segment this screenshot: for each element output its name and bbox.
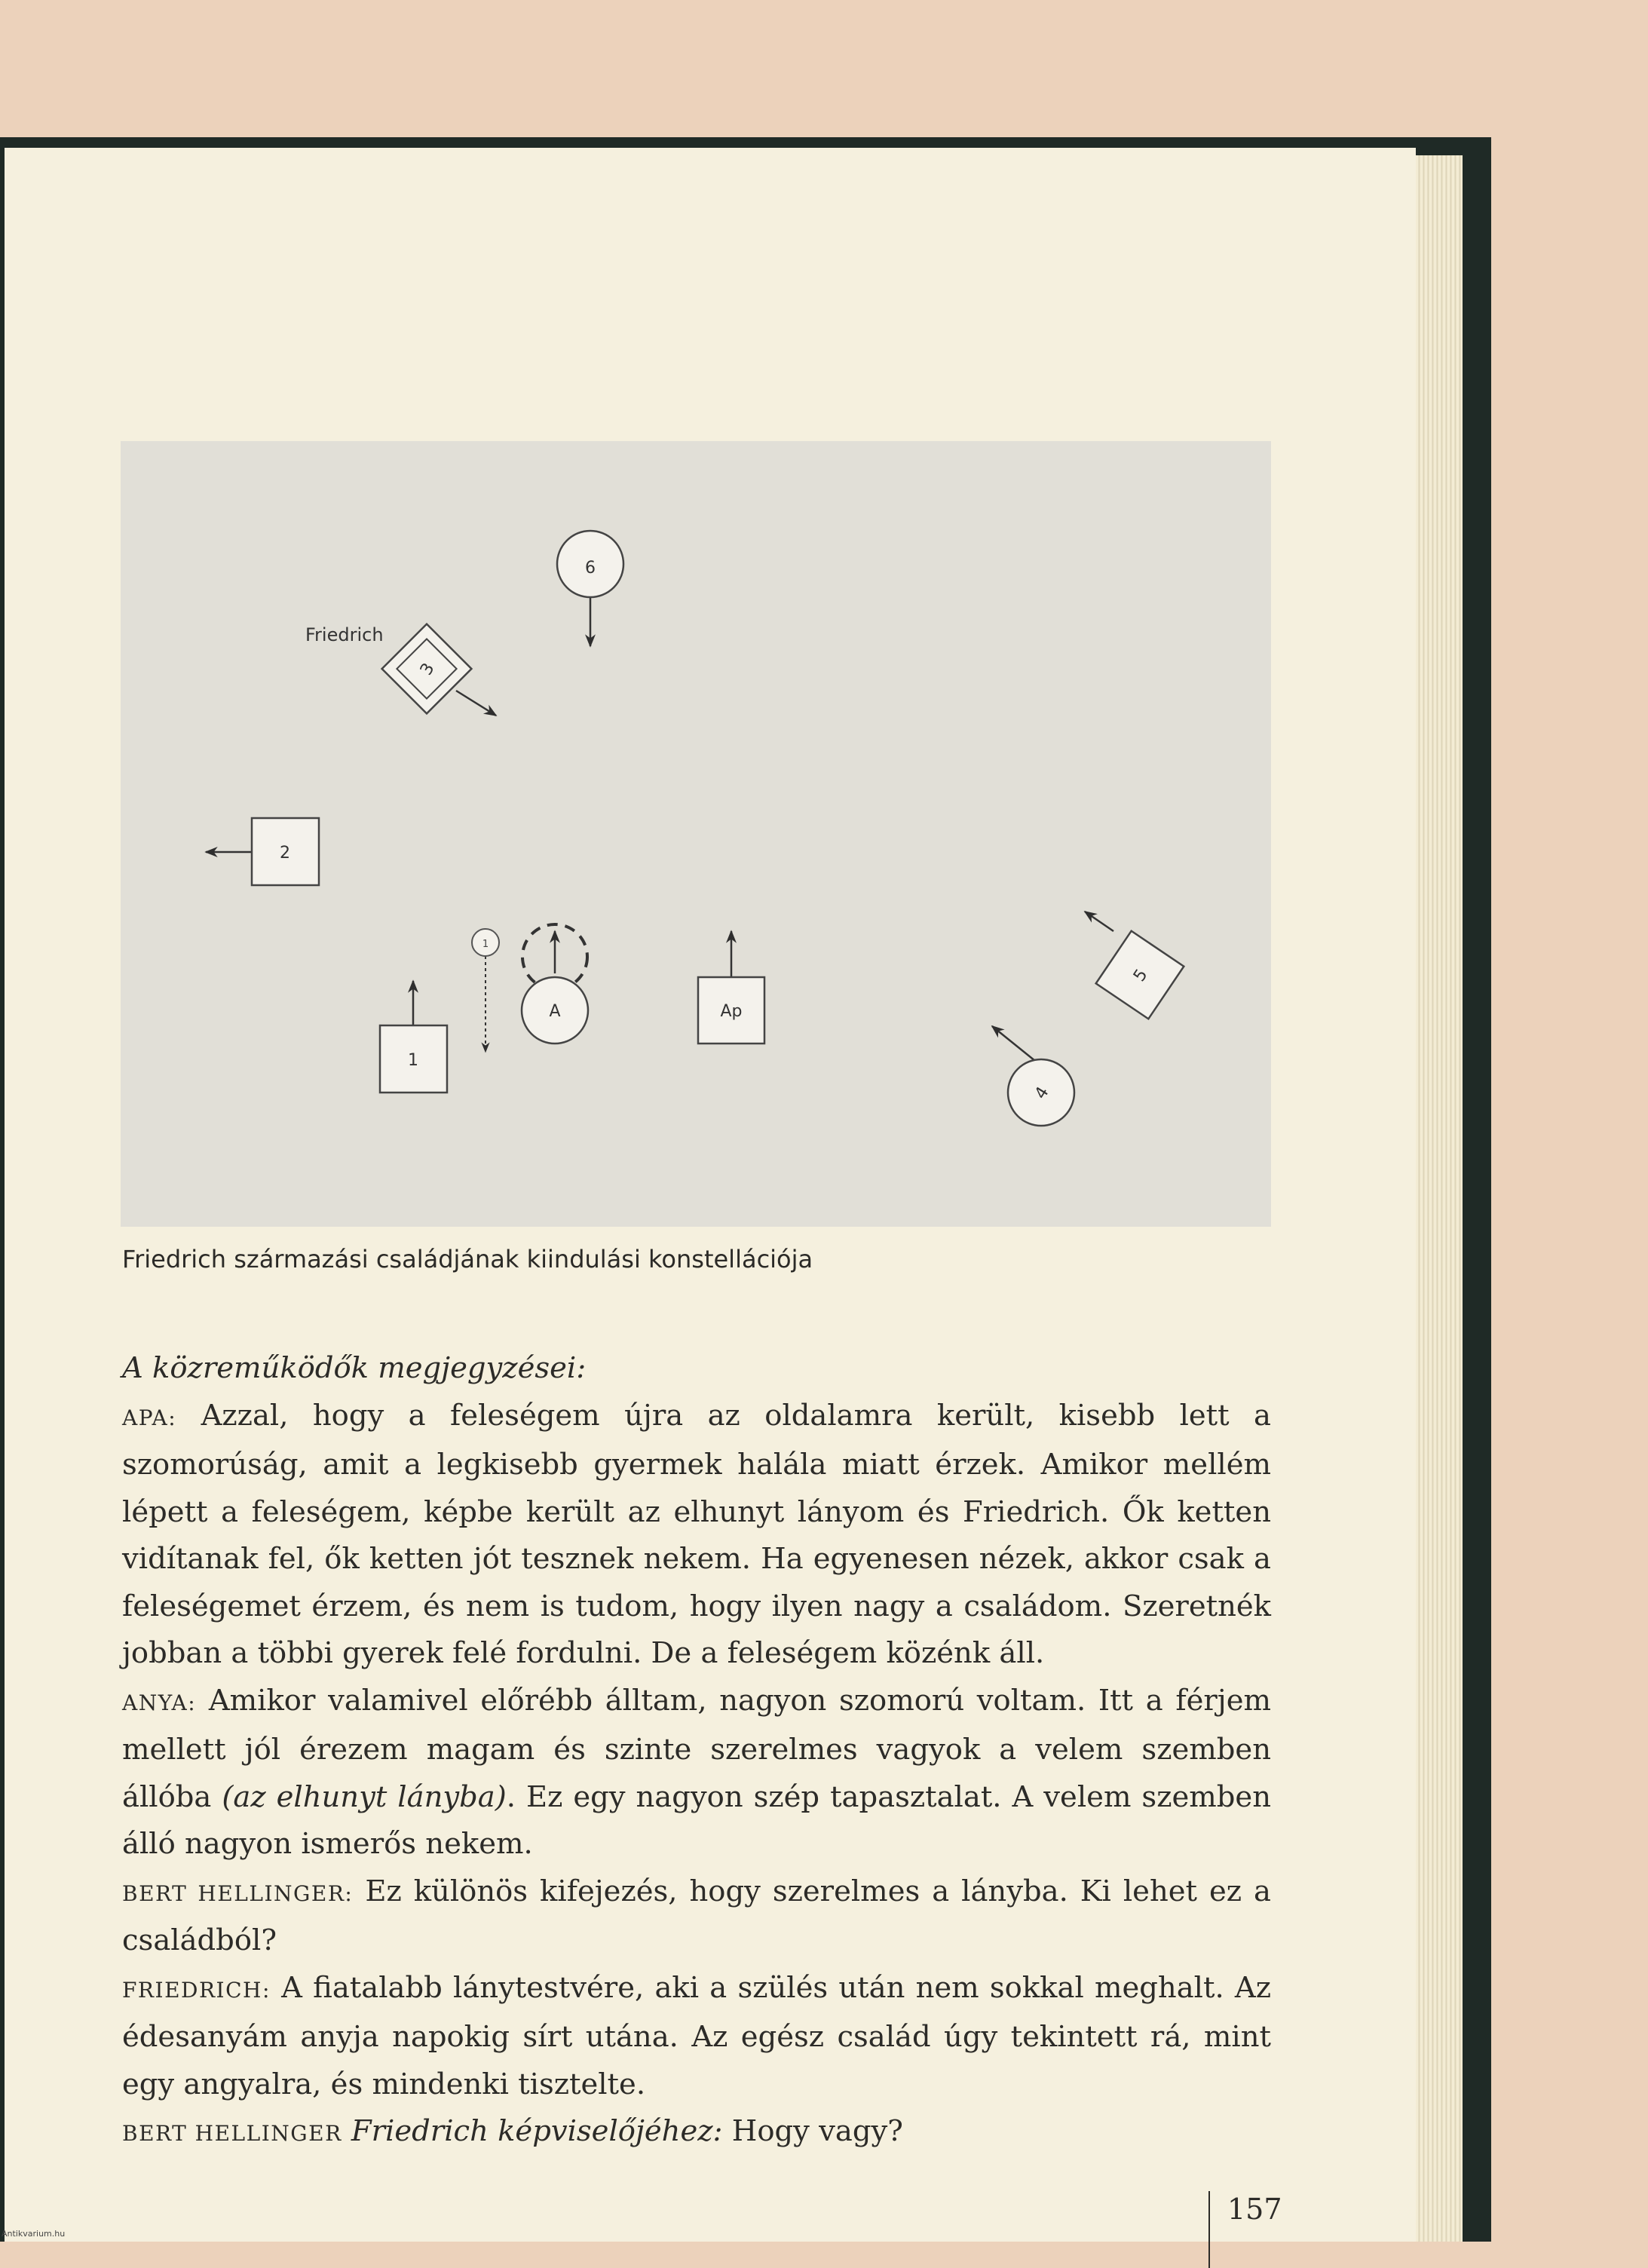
paragraph-anya [122,1678,1271,1868]
svg-text:6: 6 [585,559,596,578]
speaker-label: BERT HELLINGER [122,2121,342,2146]
book-page [5,148,1416,2242]
svg-text:1: 1 [482,939,489,950]
paragraph-text: Hogy vagy? [722,2114,903,2148]
friedrich-label: Friedrich [305,624,384,645]
page-number-rule [1208,2191,1210,2268]
svg-text:1: 1 [408,1051,418,1070]
svg-text:4: 4 [1031,1083,1053,1103]
section-heading: A közreműködők megjegyzései: [122,1351,587,1385]
figure-a-mother [522,924,588,1044]
figure-1-male [380,981,447,1093]
speaker-label: APA: [122,1405,177,1430]
figure-2-male [206,818,319,885]
svg-text:Ap: Ap [720,1002,743,1021]
svg-text:3: 3 [416,660,439,679]
paragraph-friedrich [122,1965,1271,2109]
speaker-label: FRIEDRICH: [122,1977,271,2003]
paragraph-text: Ez különös kifejezés, hogy szerelmes a lányba. Ki lehet ez a családból? [122,1874,1271,1957]
figure-ap-father [698,931,764,1044]
paragraph-text: Amikor valamivel előrébb álltam, nagyon szomorú voltam. Itt a férjem mellett jól érezem magam és szinte szerelmes vagyok a velem szemben állóba [122,1683,1271,1814]
body-text [122,1345,1271,2158]
paragraph-text: Azzal, hogy a feleségem újra az oldalamra került, kisebb lett a szomorúság, amit a legkisebb gyermek halála miatt érzek. Amikor mellém lépett a feleségem, képbe került az elhunyt lányom és Friedrich. Ők ketten vidítanak fel, ők ketten jót tesznek nekem. Ha egyenesen nézek, akkor csak a feleségemet érzem, és nem is tudom, hogy ilyen nagy a családom. Szeretnék jobban a többi gyerek felé fordulni. De a feleségem közénk áll. [122,1398,1271,1670]
paragraph-bert-hellinger [122,1868,1271,1965]
figure-5-male [1085,912,1184,1019]
paragraph-apa [122,1393,1271,1678]
figure-caption: Friedrich származási családjának kiindulási konstellációja [122,1245,813,1273]
speaker-label: BERT HELLINGER: [122,1880,354,1906]
watermark: Antikvarium.hu [2,2229,66,2239]
paragraph-text: A fiatalabb lánytestvére, aki a szülés után nem sokkal meghalt. Az édesanyám anyja napokig sírt utána. Az egész család úgy tekintett rá, mint egy angyalra, és mindenki tisztelte. [122,1970,1271,2101]
constellation-figure [121,441,1271,1227]
figure-3-friedrich [382,624,496,716]
svg-text:A: A [549,1002,561,1021]
stage-note: (az elhunyt lányba) [222,1779,507,1814]
svg-text:2: 2 [280,844,290,863]
speaker-label: ANYA: [122,1690,197,1715]
figure-4-female [992,1026,1074,1126]
paragraph-bert-hellinger-question [122,2108,1271,2158]
page-number: 157 [1227,2193,1282,2226]
stage-note: Friedrich képviselőjéhez: [342,2114,723,2148]
figure-6-female [557,531,623,646]
paragraph-text-continued: . Ez egy nagyon szép tapasztalat. A velem szemben álló nagyon ismerős nekem. [122,1779,1271,1861]
constellation-diagram [121,441,1271,1227]
svg-text:5: 5 [1129,966,1152,985]
figure-small-deceased [472,929,499,1052]
